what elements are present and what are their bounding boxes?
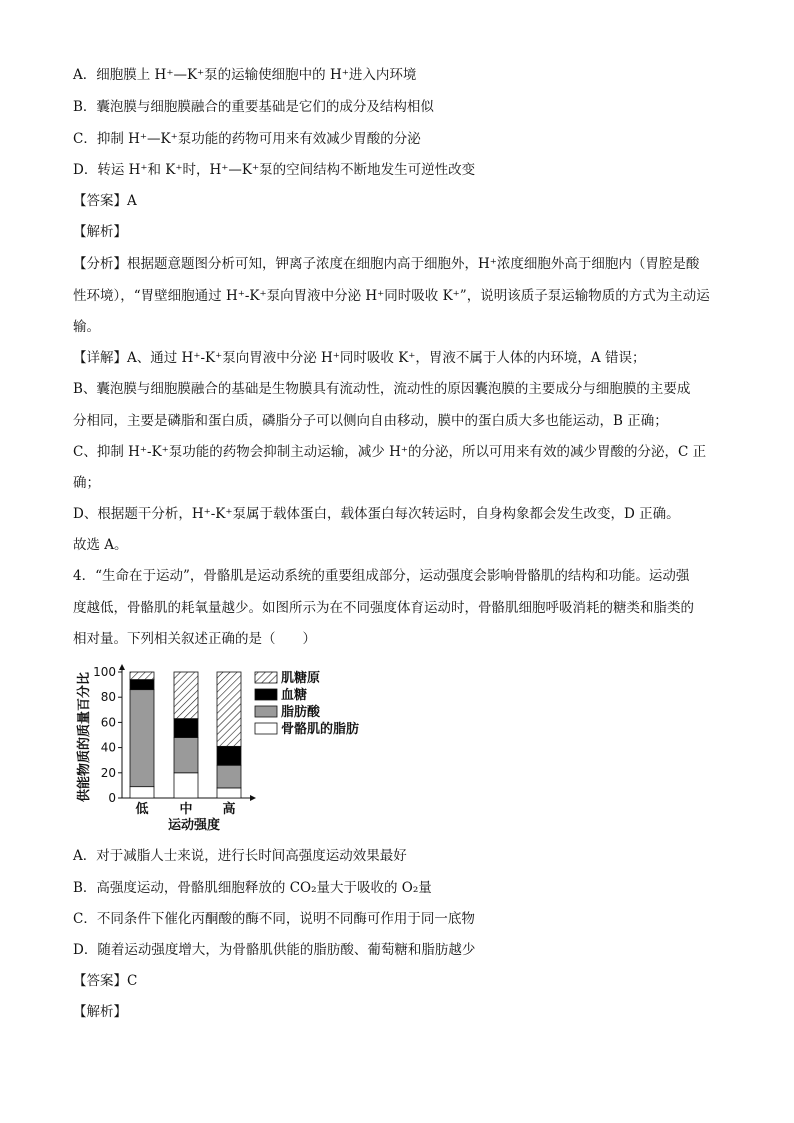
q4-answer: 【答案】C — [73, 973, 138, 989]
bar-segment — [174, 672, 198, 719]
x-axis-arrow — [250, 795, 256, 801]
stacked-bar-chart — [72, 660, 392, 840]
y-tick-label: 40 — [100, 740, 116, 755]
y-tick-label: 60 — [100, 715, 116, 730]
q4-stem-line: 相对量。下列相关叙述正确的是（ ） — [73, 631, 316, 647]
y-axis-arrow — [119, 664, 125, 670]
q3-analysis-header: 【解析】 — [73, 224, 127, 240]
q3-analysis-line: 确； — [73, 475, 100, 491]
legend-swatch — [255, 672, 277, 683]
bar-segment — [174, 719, 198, 738]
x-tick-label: 高 — [222, 802, 236, 817]
y-tick-label: 80 — [100, 690, 116, 705]
legend-swatch — [255, 689, 277, 700]
legend-label: 血糖 — [281, 688, 308, 703]
legend-label: 脂肪酸 — [281, 705, 321, 720]
q4-stem-line: 4．“生命在于运动”，骨骼肌是运动系统的重要组成部分，运动强度会影响骨骼肌的结构和功能。运动强 — [73, 568, 690, 584]
q3-analysis-line: 分相同，主要是磷脂和蛋白质，磷脂分子可以侧向自由移动，膜中的蛋白质大多也能运动，B 正确； — [73, 413, 668, 429]
q3-analysis-line: D、根据题干分析，H⁺-K⁺泵属于载体蛋白，载体蛋白每次转运时，自身构象都会发生改变，D 正确。 — [73, 506, 680, 522]
q3-analysis-line: 故选 A。 — [73, 537, 128, 553]
bar-segment — [217, 672, 241, 746]
bar-segment — [130, 690, 154, 787]
bar-segment — [217, 788, 241, 798]
q3-analysis-line: 【分析】根据题意题图分析可知，钾离子浓度在细胞内高于细胞外，H⁺浓度细胞外高于细胞内（胃腔是酸 — [73, 256, 700, 272]
q3-option-c: C．抑制 H⁺—K⁺泵功能的药物可用来有效减少胃酸的分泌 — [73, 131, 421, 147]
legend-label: 骨骼肌的脂肪 — [281, 722, 360, 737]
bar-segment — [217, 765, 241, 788]
q4-option-b: B．高强度运动，骨骼肌细胞释放的 CO₂量大于吸收的 O₂量 — [73, 880, 432, 896]
y-axis-label: 供能物质的质量百分比 — [77, 671, 92, 803]
q4-option-d: D．随着运动强度增大，为骨骼肌供能的脂肪酸、葡萄糖和脂肪越少 — [73, 942, 476, 958]
q3-option-b: B．囊泡膜与细胞膜融合的重要基础是它们的成分及结构相似 — [73, 99, 434, 115]
q4-option-a: A．对于减脂人士来说，进行长时间高强度运动效果最好 — [73, 848, 407, 864]
q3-analysis-line: 【详解】A、通过 H⁺-K⁺泵向胃液中分泌 H⁺同时吸收 K⁺，胃液不属于人体的内环境，A 错误； — [73, 350, 646, 366]
bar-segment — [174, 773, 198, 798]
x-tick-label: 中 — [179, 802, 193, 817]
bar-segment — [217, 746, 241, 765]
q3-option-a: A．细胞膜上 H⁺—K⁺泵的运输使细胞中的 H⁺进入内环境 — [73, 67, 417, 83]
energy-source-chart — [72, 660, 392, 844]
bar-segment — [130, 680, 154, 690]
bar-segment — [174, 738, 198, 773]
q4-option-c: C．不同条件下催化丙酮酸的酶不同，说明不同酶可作用于同一底物 — [73, 911, 475, 927]
legend-label: 肌糖原 — [281, 671, 321, 686]
q3-answer: 【答案】A — [73, 193, 137, 209]
q3-analysis-line: B、囊泡膜与细胞膜融合的基础是生物膜具有流动性，流动性的原因囊泡膜的主要成分与细胞膜的主要成 — [73, 381, 691, 397]
x-tick-label: 低 — [135, 802, 149, 817]
legend-swatch — [255, 723, 277, 734]
q3-analysis-line: C、抑制 H⁺-K⁺泵功能的药物会抑制主动运输，减少 H⁺的分泌，所以可用来有效的减少胃酸的分泌，C 正 — [73, 444, 707, 460]
q3-analysis-line: 输。 — [73, 319, 100, 335]
q3-analysis-line: 性环境），“胃壁细胞通过 H⁺-K⁺泵向胃液中分泌 H⁺同时吸收 K⁺”，说明该质子泵运输物质的方式为主动运 — [73, 288, 710, 304]
y-tick-label: 0 — [108, 791, 116, 805]
y-tick-label: 100 — [93, 665, 116, 679]
q4-stem-line: 度越低，骨骼肌的耗氧量越少。如图所示为在不同强度体育运动时，骨骼肌细胞呼吸消耗的糖类和脂类的 — [73, 600, 694, 616]
legend-swatch — [255, 706, 277, 717]
bar-segment — [130, 672, 154, 680]
q3-option-d: D．转运 H⁺和 K⁺时，H⁺—K⁺泵的空间结构不断地发生可逆性改变 — [73, 162, 476, 178]
x-axis-label: 运动强度 — [167, 818, 221, 833]
bar-segment — [130, 787, 154, 798]
y-tick-label: 20 — [100, 765, 116, 780]
q4-analysis-header: 【解析】 — [73, 1004, 127, 1020]
